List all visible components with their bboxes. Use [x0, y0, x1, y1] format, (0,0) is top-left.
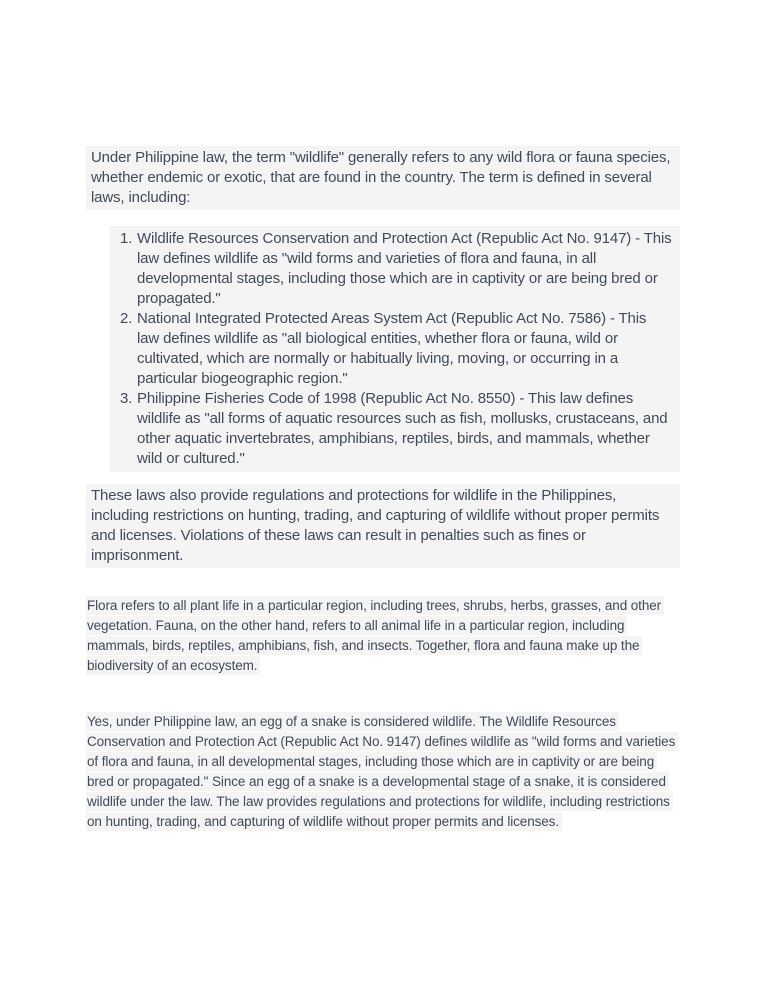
- list-item-text: Philippine Fisheries Code of 1998 (Republic Act No. 8550) - This law defines wildlife as "all forms of aquatic resources such as fish, mollusks, crustaceans, and other aquatic invertebrates, amphibians, reptiles, birds, and mammals, whether wild or cultured.": [137, 390, 668, 467]
- highlighted-text: Flora refers to all plant life in a particular region, including trees, shrubs, herbs, grasses, and other vegetation. Fauna, on the other hand, refers to all animal life in a particular region, including mammals, birds, reptiles, amphibians, fish, and insects. Together, flora and fauna make up the biodiversity of an ecosystem.: [86, 596, 664, 675]
- list-item: [110, 309, 672, 389]
- paragraph-snake-egg: [86, 712, 682, 832]
- list-item: [110, 389, 672, 469]
- list-item: [110, 229, 672, 309]
- paragraph-regulations: These laws also provide regulations and protections for wildlife in the Philippines, including restrictions on hunting, trading, and capturing of wildlife without proper permits and licenses. Violations of these laws can result in penalties such as fines or imprisonment.: [86, 484, 680, 568]
- highlighted-text: Yes, under Philippine law, an egg of a snake is considered wildlife. The Wildlife Resources Conservation and Protection Act (Republic Act No. 9147) defines wildlife as "wild forms and varieties of flora and fauna, in all developmental stages, including those which are in captivity or are being bred or propagated." Since an egg of a snake is a developmental stage of a snake, it is considered wildlife under the law. The law provides regulations and protections for wildlife, including restrictions on hunting, trading, and capturing of wildlife without proper permits and licenses.: [86, 712, 678, 831]
- paragraph-flora-fauna: [86, 596, 682, 676]
- list-item-text: National Integrated Protected Areas System Act (Republic Act No. 7586) - This law defines wildlife as "all biological entities, whether flora or fauna, wild or cultivated, which are normally or habitually living, moving, or occurring in a particular biogeographic region.": [137, 310, 647, 387]
- list-item-number: 1.: [120, 230, 133, 247]
- list-item-number: 3.: [120, 390, 133, 407]
- list-item-text: Wildlife Resources Conservation and Protection Act (Republic Act No. 9147) - This law defines wildlife as "wild forms and varieties of flora and fauna, in all developmental stages, including those which are in captivity or are being bred or propagated.": [137, 230, 672, 307]
- laws-list-block: [110, 226, 680, 472]
- laws-ordered-list: [110, 229, 672, 469]
- paragraph-wildlife-definition: Under Philippine law, the term "wildlife" generally refers to any wild flora or fauna species, whether endemic or exotic, that are found in the country. The term is defined in several laws, including:: [86, 146, 680, 210]
- list-item-number: 2.: [120, 310, 133, 327]
